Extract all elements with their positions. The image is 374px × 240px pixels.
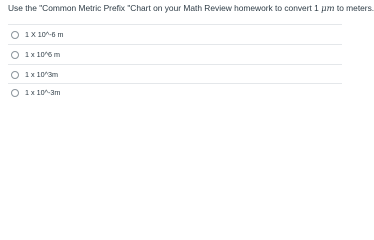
radio-button[interactable] (11, 89, 19, 97)
question-text (8, 3, 374, 14)
radio-button[interactable] (11, 51, 19, 59)
question-text-before: Use the "Common Metric Prefix "Chart on your Math Review homework to convert 1 (8, 3, 322, 13)
answer-option-2[interactable] (8, 45, 342, 64)
answer-option-label: 1 x 10^-3m (25, 88, 61, 97)
radio-button[interactable] (11, 31, 19, 39)
answer-option-label: 1 x 10^6 m (25, 50, 60, 59)
answer-option-label: 1 x 10^3m (25, 70, 58, 79)
question-text-after: to meters. (334, 3, 374, 13)
answer-option-3[interactable] (8, 65, 342, 84)
answer-option-label: 1 X 10^-6 m (25, 30, 64, 39)
radio-button[interactable] (11, 71, 19, 79)
micrometer-unit: μm (321, 3, 335, 13)
answer-option-4[interactable] (8, 83, 342, 102)
answer-option-1[interactable] (8, 25, 342, 44)
